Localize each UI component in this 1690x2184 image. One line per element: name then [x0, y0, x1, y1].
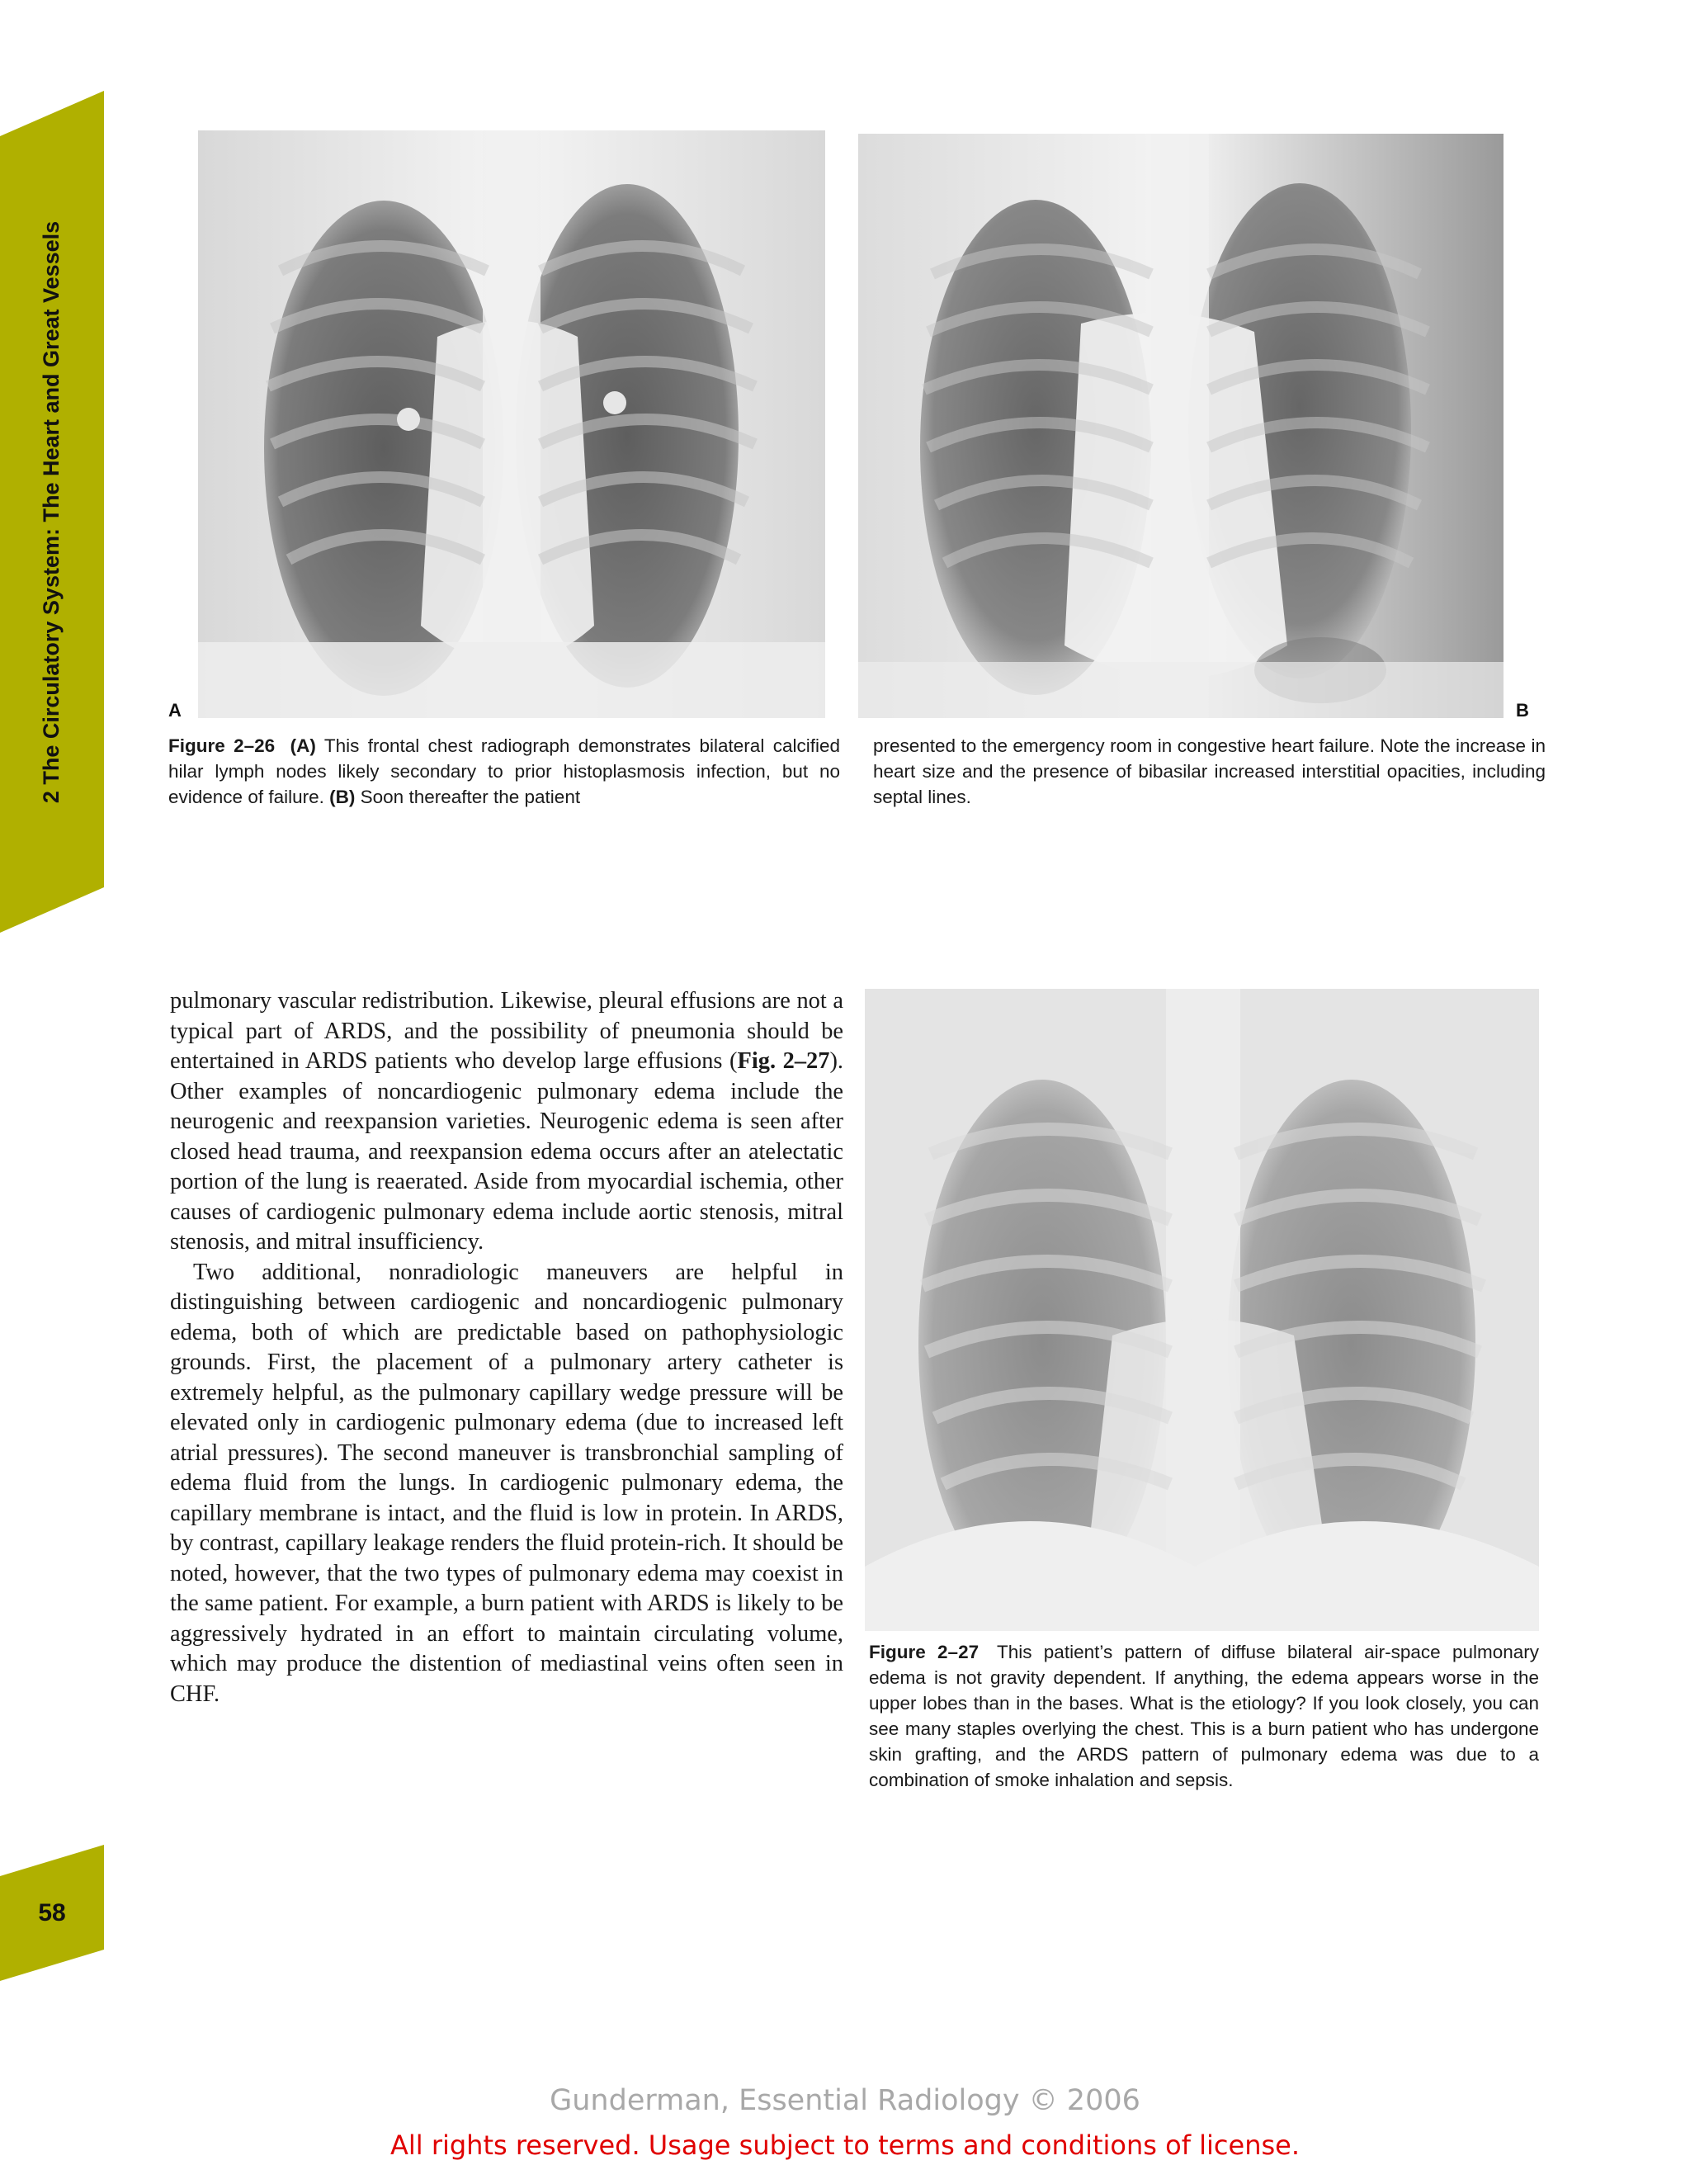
- body-text: [170, 986, 843, 1709]
- part-a-marker: (A): [290, 735, 316, 756]
- part-b-marker: (B): [329, 787, 356, 807]
- figure-2-27-radiograph: [865, 989, 1539, 1631]
- figure-reference: Fig. 2–27: [737, 1048, 830, 1074]
- chapter-title-vertical: [0, 91, 104, 933]
- paragraph-2: Two additional, nonradiologic maneuvers are helpful in distinguishing between cardiogenic and noncardiogenic pulmonary edema, both of which are predictable based on pathophysiologic grounds. First, the placement of a pulmonary artery catheter is extremely helpful, as the pulmonary capillary wedge pressure will be elevated only in cardiogenic pulmonary edema (due to increased left atrial pressures). The second maneuver is transbronchial sampling of edema fluid from the lungs. In cardiogenic pulmonary edema, the capillary membrane is intact, and the fluid is low in protein. In ARDS, by contrast, capillary leakage renders the fluid protein-rich. It should be noted, however, that the two types of pulmonary edema may coexist in the same patient. For example, a burn patient with ARDS is likely to be aggressively hydrated in an effort to maintain circulating volume, which may produce the distention of mediastinal veins often seen in CHF.: [170, 1259, 843, 1707]
- part-b-text-cont: presented to the emergency room in congestive heart failure. Note the increase in heart size and the presence of bibasilar increased interstitial opacities, including septal lines.: [873, 735, 1546, 807]
- part-a-text: This frontal chest radiograph demonstrates bilateral calcified hilar lymph nodes likely secondary to prior histoplasmosis infection, but no evidence of failure.: [168, 735, 840, 807]
- figure-2-26-label: Figure 2–26: [168, 735, 276, 756]
- figure-2-27-caption-text: This patient’s pattern of diffuse bilateral air-space pulmonary edema is not gravity dependent. If anything, the edema appears worse in the upper lobes than in the bases. What is the etiology? If you look closely, you can see many staples overlying the chest. This is a burn patient who has undergone skin grafting, and the ARDS pattern of pulmonary edema was due to a combination of smoke inhalation and sepsis.: [869, 1642, 1539, 1790]
- paragraph-1-end: ). Other examples of noncardiogenic pulmonary edema include the neurogenic and reexpansion varieties. Neurogenic edema is seen after closed head trauma, and reexpansion edema occurs after an atelectatic portion of the lung is reaerated. Aside from myocardial ischemia, other causes of cardiogenic pulmonary edema include aortic stenosis, mitral stenosis, and mitral insufficiency.: [170, 1048, 843, 1255]
- figure-2-26a-radiograph: [198, 130, 825, 718]
- figure-2-26-caption-right: [873, 733, 1546, 810]
- page-number: 58: [38, 1898, 66, 1926]
- figure-2-26b-radiograph: [858, 134, 1504, 718]
- footer-rights: All rights reserved. Usage subject to terms and conditions of license.: [389, 2130, 1301, 2161]
- footer-credit: Gunderman, Essential Radiology © 2006: [550, 2084, 1140, 2117]
- figure-2-27-caption: [869, 1639, 1539, 1793]
- part-b-text-start: Soon thereafter the patient: [360, 787, 581, 807]
- panel-label-b: B: [1516, 700, 1529, 721]
- panel-label-a: A: [168, 700, 182, 721]
- chapter-title: 2 The Circulatory System: The Heart and Great Vessels: [39, 220, 64, 803]
- paragraph-1-start: pulmonary vascular redistribution. Likewise, pleural effusions are not a typical part of ARDS, and the possibility of pneumonia should be entertained in ARDS patients who develop large effusions (: [170, 988, 843, 1074]
- figure-2-26-caption-left: [168, 733, 840, 810]
- paragraph-1: [170, 986, 843, 1258]
- figure-2-27-label: Figure 2–27: [869, 1642, 980, 1662]
